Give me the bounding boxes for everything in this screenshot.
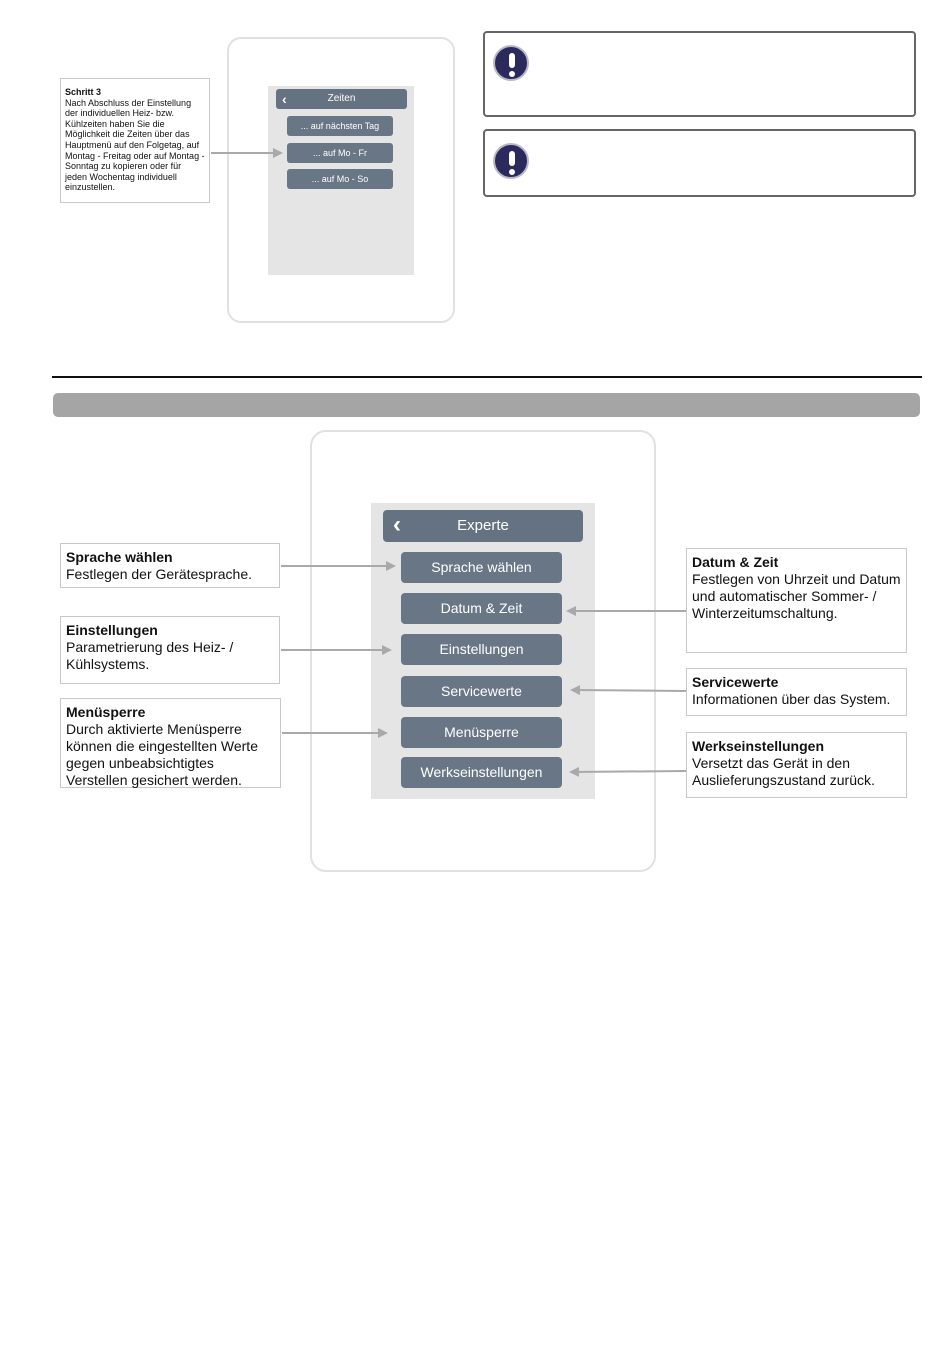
callout-title: Datum & Zeit xyxy=(692,554,779,570)
menu-sprache-waehlen-button[interactable]: Sprache wählen xyxy=(401,552,562,583)
menu-servicewerte-button[interactable]: Servicewerte xyxy=(401,676,562,707)
callout-title: Werkseinstellungen xyxy=(692,738,825,754)
callout-title: Menüsperre xyxy=(66,704,146,720)
experte-header-label: Experte xyxy=(457,517,509,534)
callout-title: Sprache wählen xyxy=(66,549,173,565)
arrow-servicewerte xyxy=(572,690,686,691)
menu-einstellungen-button[interactable]: Einstellungen xyxy=(401,634,562,665)
callout-title: Einstellungen xyxy=(66,622,158,638)
arrow-werkseinstellungen xyxy=(571,771,686,772)
callout-desc: Informationen über das System. xyxy=(692,691,891,707)
menu-werkseinstellungen-button[interactable]: Werkseinstellungen xyxy=(401,757,562,788)
back-chevron-icon[interactable]: ‹ xyxy=(393,511,401,538)
callout-title: Servicewerte xyxy=(692,674,779,690)
back-chevron-icon[interactable]: ‹ xyxy=(282,91,287,107)
callout-desc: Versetzt das Gerät in den Auslieferungszustand zurück. xyxy=(692,755,875,788)
option-mo-fr[interactable]: ... auf Mo - Fr xyxy=(287,143,393,163)
callout-desc: Parametrierung des Heiz- / Kühlsystems. xyxy=(66,639,234,672)
option-next-day[interactable]: ... auf nächsten Tag xyxy=(287,116,393,136)
option-mo-so[interactable]: ... auf Mo - So xyxy=(287,169,393,189)
callout-desc: Durch aktivierte Menüsperre können die eingestellten Werte gegen unbeabsichtigtes Verstellen gesichert werden. xyxy=(66,721,258,788)
menu-datum-zeit-button[interactable]: Datum & Zeit xyxy=(401,593,562,624)
callout-desc: Festlegen von Uhrzeit und Datum und automatischer Sommer- / Winterzeitumschaltung. xyxy=(692,571,901,621)
menu-menuesperre-button[interactable]: Menüsperre xyxy=(401,717,562,748)
callout-desc: Festlegen der Gerätesprache. xyxy=(66,566,252,582)
step-title: Schritt 3 xyxy=(65,87,102,97)
zeiten-header-label: Zeiten xyxy=(327,93,356,104)
step-text: Nach Abschluss der Einstellung der individuellen Heiz- bzw. Kühlzeiten haben Sie die Möglichkeit die Zeiten über das Hauptmenü auf den Folgetag, auf Montag - Freitag oder auf Montag - Sonntag zu kopieren oder für jeden Wochentag individuell einzustellen. xyxy=(65,97,205,193)
